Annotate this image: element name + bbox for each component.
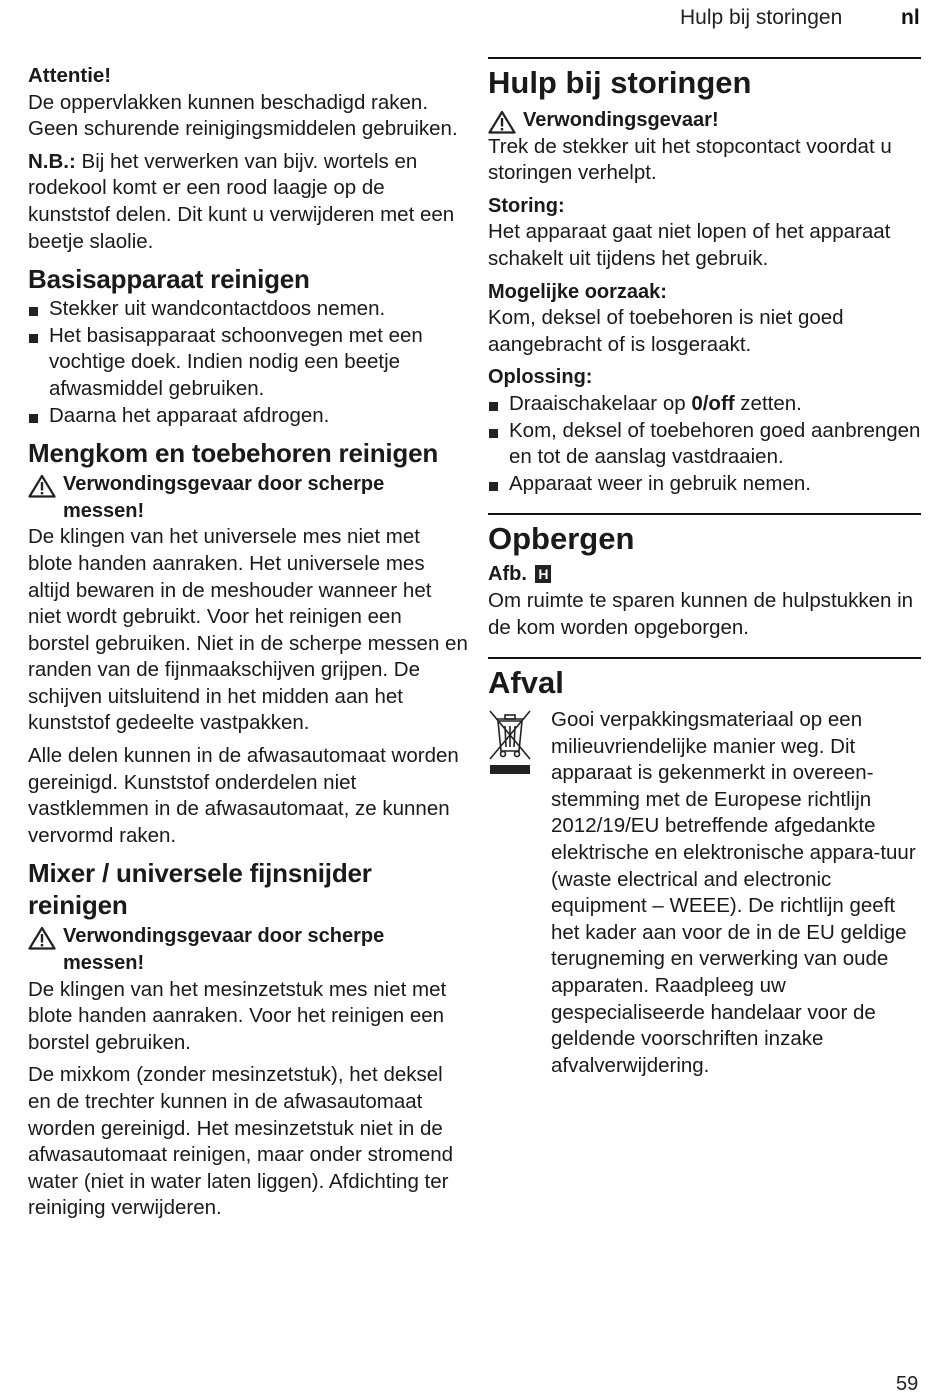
warning-text: Verwondingsgevaar! — [523, 109, 719, 131]
language-code: nl — [901, 6, 920, 29]
afval-block — [488, 707, 921, 1079]
nb-paragraph — [28, 149, 468, 255]
page-number: 59 — [896, 1373, 919, 1395]
heading-hulp-bij-storingen: Hulp bij storingen — [488, 65, 752, 100]
crossed-out-bin-icon — [488, 707, 532, 777]
heading-afval: Afval — [488, 665, 564, 701]
mixer-paragraph-2: De mixkom (zonder mesinzetstuk), het deksel en de trechter kunnen in de afwasautomaat worden gereinigd. Het mesinzetstuk niet in de afwasautomaat reinigen, maar onder stromend water (niet in water laten liggen). Afdichting ter reiniging verwijderen. — [28, 1063, 454, 1220]
warning-storingen — [488, 107, 921, 134]
oorzaak-text: Kom, deksel of toebehoren is niet goed aangebracht of is losgeraakt. — [488, 306, 844, 356]
storing-text: Het apparaat gaat niet lopen of het apparaat schakelt uit tijdens het gebruik. — [488, 220, 891, 270]
attention-text: De oppervlakken kunnen beschadigd raken. Geen schurende reinigingsmiddelen gebruiken. — [28, 90, 458, 141]
item-text: zetten. — [734, 391, 802, 415]
afval-text: Gooi verpakkingsmateriaal op een milieuvriendelijke manier weg. Dit apparaat is gekenmerkt in overeen-stemming met de Europese richtlijn 2012/19/EU betreffende afgedankte elektrische en elektronische appara-tuur (waste electrical and electronic equipment – WEEE). De richtlijn geeft het kader aan voor de in de EU geldige terugneming en verwerking van oude apparaten. Raadpleeg uw gespecialiseerde handelaar voor de geldende voorschriften inzake afvalverwijdering. — [551, 708, 916, 1077]
warning-text: Verwondingsgevaar door scherpe messen! — [63, 925, 385, 975]
oorzaak-label: Mogelijke oorzaak: — [488, 280, 667, 303]
switch-position: 0/off — [691, 391, 735, 415]
oplossing-label: Oplossing: — [488, 366, 593, 389]
afb-reference — [488, 561, 921, 588]
list-item: Het basisapparaat schoonvegen met een vochtige doek. Indien nodig een beetje afwasmiddel gebruiken. — [28, 323, 468, 403]
opbergen-text: Om ruimte te sparen kunnen de hulpstukken in de kom worden opgeborgen. — [488, 588, 914, 639]
section-title-basisapparaat: Basisapparaat reinigen — [28, 264, 310, 295]
warning-triangle-icon — [488, 110, 516, 134]
warning-description: Trek de stekker uit het stopcontact voordat u storingen verhelpt. — [488, 134, 892, 185]
warning-mixer — [28, 923, 468, 976]
left-column — [28, 63, 468, 1222]
right-column — [488, 57, 921, 1079]
heading-opbergen: Opbergen — [488, 521, 635, 557]
warning-triangle-icon — [28, 926, 56, 950]
oplossing-list — [488, 391, 921, 497]
section-title-mixer: Mixer / universele fijnsnijder reinigen — [28, 858, 372, 921]
list-item: Daarna het apparaat afdrogen. — [28, 403, 468, 430]
storing-label: Storing: — [488, 194, 565, 217]
warning-mengkom — [28, 471, 468, 524]
figure-letter-badge: H — [535, 565, 551, 583]
item-text: Draaischakelaar op — [509, 391, 692, 415]
basisapparaat-list — [28, 296, 468, 429]
mengkom-paragraph-1: De klingen van het universele mes niet met blote handen aanraken. Het universele mes altijd bewaren in de meshouder wanneer het niet wordt gebruikt. Voor het reinigen een borstel gebruiken. Niet in de scherpe messen en randen van de fijnmaakschijven grijpen. De schijven uitsluitend in het midden aan het kunststof gedeelte vastpakken. — [28, 525, 468, 735]
list-item: Apparaat weer in gebruik nemen. — [488, 471, 921, 498]
mengkom-paragraph-2: Alle delen kunnen in de afwasautomaat worden gereinigd. Kunststof onderdelen niet vastklemmen in de afwasautomaat, ze kunnen vervormd raken. — [28, 744, 459, 847]
list-item: Stekker uit wandcontactdoos nemen. — [28, 296, 468, 323]
warning-text: Verwondingsgevaar door scherpe messen! — [63, 473, 385, 522]
attention-label: Attentie! — [28, 64, 112, 87]
mixer-paragraph-1: De klingen van het mesinzetstuk mes niet met blote handen aanraken. Voor het reinigen een borstel gebruiken. — [28, 977, 447, 1054]
running-title: Hulp bij storingen — [680, 6, 843, 29]
afb-label: Afb. — [488, 563, 527, 586]
section-title-mengkom: Mengkom en toebehoren reinigen — [28, 438, 439, 469]
page-header — [0, 6, 950, 34]
nb-text: Bij het verwerken van bijv. wortels en rodekool komt er een rood laagje op de kunststof delen. Dit kunt u verwijderen met een beetje slaolie. — [28, 149, 455, 253]
warning-triangle-icon — [28, 474, 56, 498]
list-item: Kom, deksel of toebehoren goed aanbrengen en tot de aanslag vastdraaien. — [488, 418, 921, 471]
nb-label: N.B.: — [28, 149, 76, 173]
list-item — [488, 391, 921, 418]
